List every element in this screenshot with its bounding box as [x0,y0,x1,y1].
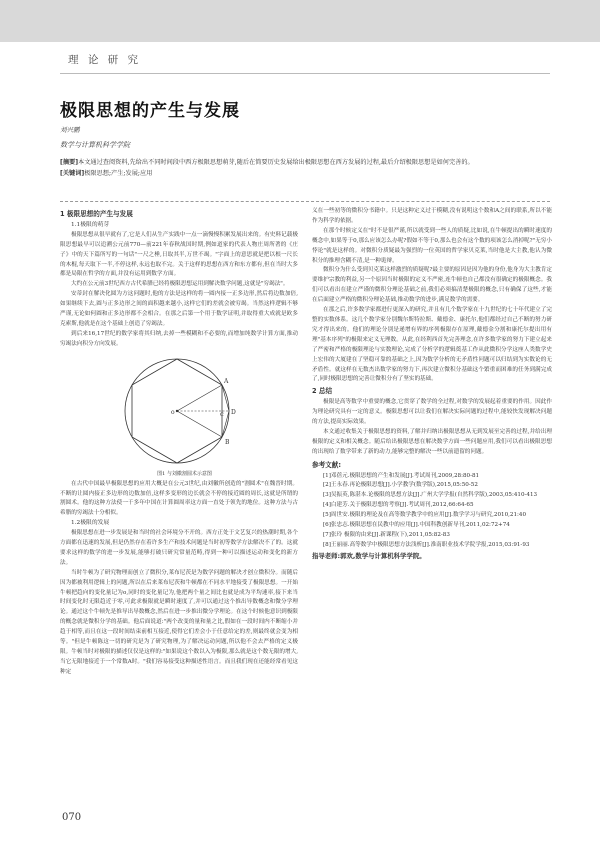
section-heading-2: 2 总结 [312,387,333,396]
svg-text:o: o [171,408,175,416]
abstract-label: [摘要] [60,159,79,166]
reference-item: [5]周世安.极限的理论及在高等数学教学中的应用[J].数学学习与研究,2010,21:40 [323,512,527,519]
reference-item: [1]邓蓓元.极限思想的产生和发展[J].考试周刊,2009,28:80-81 [323,472,480,479]
page-number: 070 [62,812,82,823]
reference-item: [4]白建芳.关于极限思想的考察[J].考试周刊,2012,66:64-65 [323,502,474,509]
paragraph: 在古代中国最早极限思想的应用大概是在公元3世纪,由刘徽所创造的"割圆术"在魏晋时期。不断的让圆内接正多边形的边数加倍,这样多变形的边长就会不停的接近圆的周长,这就是所谓的割圆术。他的这种方法使一千多年中国在计算圆周率这方面一直处于领先的地位。这种方法与古希腊的穷竭法十分相似。 [60,480,298,517]
paragraph: 到后来16,17世纪的数学家将其归纳,去掉一些模糊和不必要的,而增加纯数学计算方面,推动穷竭法向积分方向发展。 [60,330,298,347]
paragraph: 极限思想在进一步发展是和当时的社会环境分不开的。西方正处于文艺复兴的热潮时期,各个方面都在迅速的发展,但是仍然存在着许多生产和技术问题是当时初等数学方法解决不了的。这就要求这样的数学的进一步发展,能够打破只研究常量范畴,得到一种可以描述运动和变化的新方法。 [60,530,298,566]
circle-polygon-diagram [60,352,298,470]
figure-1 [60,352,298,470]
reference-item: [7]张玲 极限的由来[J].新课程(下),2011,05:82-83 [323,532,450,538]
svg-text:C: C [220,411,224,418]
paragraph: 大约在公元前3世纪西方古代希腊已经将极限思想运用到解决数学问题,这就是"穷竭法"。 [71,281,289,288]
references-heading: 参考文献: [312,460,342,469]
keywords-label: [关键词] [60,170,85,177]
paragraph: 在那之后,许多数学家都进行更深入的研究,并且有几个数学家在十九世纪的七十年代建立了完整的实数体系。这几个数学家分别魏尔斯特拉斯、戴德金、康托尔,他们都经过自己不断的努力研究才得出来的。他们的理论分别是递增有界的序列极限存在原理,戴德金分割和康托尔提出用有理"基本序列"的极限来定义无理数。从此,在经利西首先完善理念,在许多数学家的努力下建立起来了严密和严格的极限理论与实数理论,完成了分析学的逻辑奠基工作从此微积分学这座人类数学史上宏伟的大厦建在了坚稳可靠的基础之上,因为数学分析的无矛盾性问题可以归结到为实数论的无矛盾性。就这样在无数杰出数学家的努力下,再次建立微积分基础这个繁重而困难的任务到满完成了,同时极限思想的完善让微积分有了坚实的基础。 [312,307,552,383]
right-column [312,207,552,562]
paragraph: 在那个时候定义在"时不是很严谨,所以就受到一些人的质疑,比如说,在牛顿提出的瞬时速度的概念中,如果等于0,那么应该怎么办呢?假如不等于0,那么也会有这个数的项该怎么消掉呢?"无穷小悖论"就是这样的。对微积分质疑最为强烈的一位英国的哲学家贝克莱,当时他是大主教,他认为微积分的推理含糊不清,是一种诡辩。 [312,227,552,264]
author-affiliation: 数学与计算机科学学院 [60,141,130,149]
paragraph: 安蒂封在解决化圆为方这问题时,他的方法是这样的将一圆内接一正多边形,然后将边数加倍,如果继续下去,圆与正多边形之间的面积越来越小,这样它们的差就会被穷竭。当然这样逻辑不够严谨,无论如何圆和正多边形都不会相合。在那之后第一个用于数学证明,并取得重大成就是欧多克索斯,他就是在这个基础上创造了穷竭法。 [60,291,298,327]
header-band [0,0,600,42]
svg-text:A: A [224,377,229,385]
abstract-text: 本文通过查阅资料,先给出不同时间段中西方极限思想萌芽,随后在简要历史发展给出极限思想在西方发展的过程,最后介绍极限思想是如何完善的。 [78,159,474,166]
reference-item: [3]吴振英,陈湛本.论极限的思想方法[J].广州大学学报(自然科学版),2003,05:410-413 [323,492,538,499]
author-name: 刘兴鹏 [60,126,80,134]
paragraph: 极限思想从很早就有了,它是人们从生产实践中一点一滴慢慢积累发展出来的。有史料记载极限思想最早可以追溯公元前770—前221年春秋战国时期,例如道家的代表人物庄周所著的《庄子》中的天下篇所写的一句话"一尺之棰,日取其半,万世不竭。"字面上的意思就是把以根一尺长的木棍,每天取下一半,不停这样,永远也取不完。关于这样的思想在西方和东方都有,但在当时大多都是局限在哲学的方面,并没有运用到数学方面。 [60,231,298,278]
abstract-block [60,157,550,179]
subsection-heading-1-2: 1.2极限的发展 [71,520,110,527]
advisor-note: 指导老师:郭欢,数学与计算机科学学院。 [312,551,426,560]
figure-caption: 图1 与刘徽割圆术示意图 [157,470,212,477]
paragraph: 微积分为什么受到贝克莱这样激烈的质疑呢?最主要的原因是因为他的身份,他身为大主教肯定要维护宗教的利益,另一个原因当时极限的定义不严密,连牛顿也自己都没有很确定的极限概念。我们可以看出在建立严谨的微积分理论基础之前,我们必须搞清楚极限的概念,只有确保了这些,才能在后面建立严格的微积分理论基础,推动数学的进步,满足数学的需要。 [312,267,552,304]
top-rule [60,73,550,74]
section-heading-1: 1 极限思想的产生与发展 [60,210,133,218]
article-title: 极限思想的产生与发展 [60,101,240,121]
svg-text:B: B [225,438,230,446]
subsection-heading-1-1: 1.1极限的萌芽 [71,221,110,228]
reference-item: [6]张忠志.极限思想在民教中的应用[J].中国科教创新导刊,2011,02:72+74 [323,522,510,529]
paragraph: 义在一些初等的微积分书籍中。只是这种定义过于模糊,没有说明这个数和A之间的联系,所以不能作为科学的依据。 [312,208,552,224]
abstract-divider [60,201,550,202]
keywords-text: 极限思想;产生;发展;应用 [84,170,153,177]
paragraph: 极限是高等数学中重要的概念,它贯穿了数学的全过程,对数学的发展起着重要的作用。因此作为理论研究具有一定的意义。极限思想可以让我们在解决实际问题的过程中,能较快发现解决问题的方法,提高实际效果。 [312,399,552,426]
left-column [60,208,298,678]
reference-item: [2]王永春.再论极限思想[J].小学教学(数学版),2015,05:50-52 [323,482,478,489]
paragraph: 本文通过收集关于极限思想的资料,了解并归纳出极限思想从无到发展至完善的过程,并给出理极限的定义和相关概念。随后给出极限思想在解决数学方面一些问题应用,我们可以看出极限思想的出现给了数学带来了新的动力,能够完整的解决一些以前遗留的问题。 [312,428,552,455]
reference-item: [8]王丽丽.高等数学中极限思想方法浅析[J].淮南职业技术学院学报,2015,03:91-93 [323,541,530,548]
svg-text:D: D [231,408,236,416]
section-tag: 理 论 研 究 [68,54,142,66]
paragraph: 当时牛顿为了研究物理而创立了微积分,莱布尼茨是为数学问题的解决才创立微积分。而随后因为都被利用逻辑上的问题,所以在后来莱布尼茨和牛顿都在不同水平地接受了极限思想。一开始牛顿把趋向的变化量记为o,同时的变化量记为,他把两个量之间比也就是成为平均速率,接下来当时间变化时无限趋近于零,可此求极限就是瞬时速度了,并可以通过这个推出导数概念和微分学理论。通过这个牛顿先是推导出导数概念,然后在进一步推出微分学理论。在这个时候他意识到极限的概念就是微积分学的基础。他后面说道:"两个改变的量和量之比,假如在一段时间内不断缩小并趋于相等,而且在这一段时间结束前相互接近,使得它们差会小于任意给定的差,则最终就会变为相等。"但是牛顿陈这一切的研究是为了研究物理,为了解决运动问题,所以他不会去严格的定义极限。牛顿当时对极限的描述仅仅是这样的:"如果说这个数以入为极限,那么就是这个数无限的增大,当它无限地接近于一个常数A时。"我们容易接受这种描述性语言。而且我们现在还能经常看见这种定 [60,569,298,675]
